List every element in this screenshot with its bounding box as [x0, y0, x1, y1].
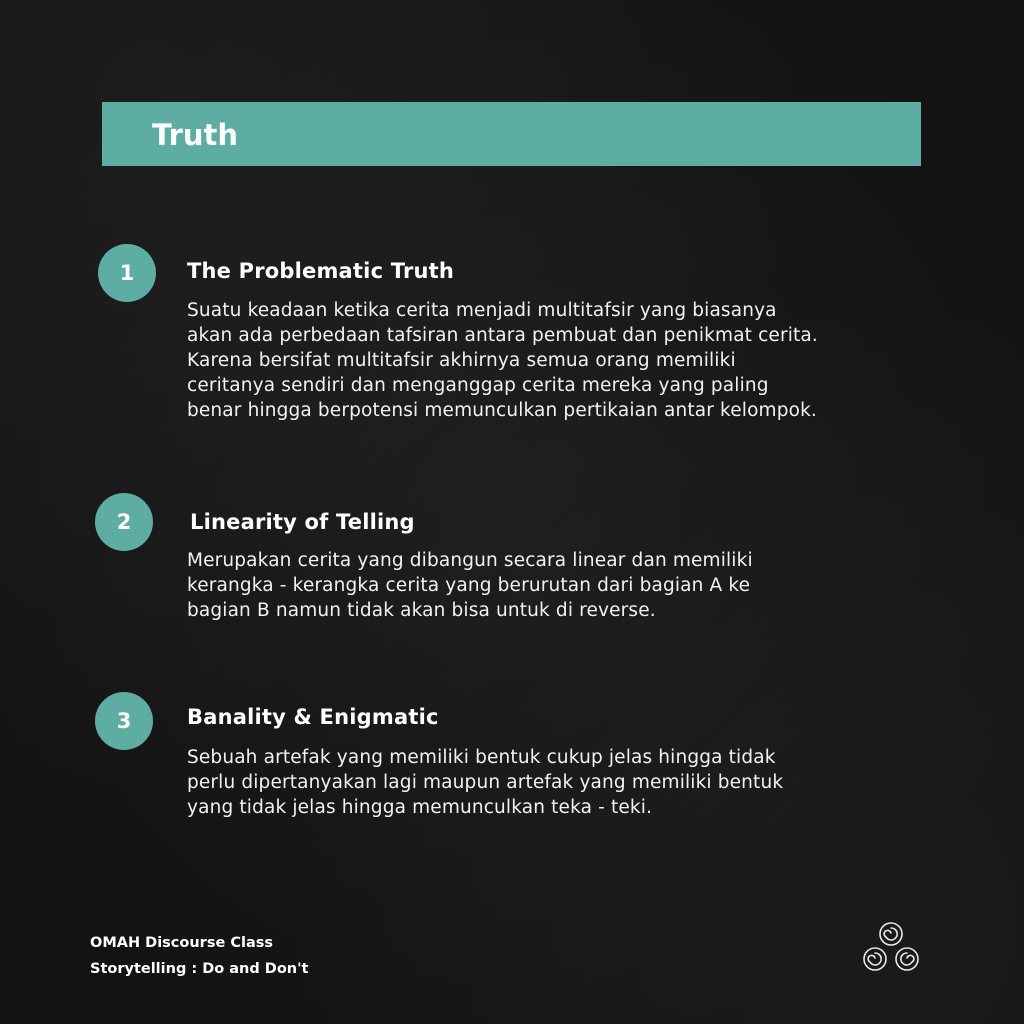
body-line: Karena bersifat multitafsir akhirnya semua orang memiliki [187, 350, 736, 371]
spiral-right [896, 948, 918, 970]
footer-class-name: OMAH Discourse Class [90, 935, 273, 951]
body-line: benar hingga berpotensi memunculkan pertikaian antar kelompok. [187, 400, 817, 421]
body-line: bagian B namun tidak akan bisa untuk di reverse. [187, 600, 656, 621]
spiral-left [864, 948, 886, 970]
number-badge: 2 [95, 493, 153, 551]
page-title: Truth [152, 118, 239, 152]
number-badge: 1 [98, 244, 156, 302]
item-heading: The Problematic Truth [187, 259, 455, 283]
spiral-top [880, 923, 902, 945]
item-heading: Linearity of Telling [190, 510, 415, 534]
item-body [187, 298, 927, 423]
footer-topic: Storytelling : Do and Don't [90, 961, 309, 977]
item-body [187, 548, 927, 623]
body-line: Merupakan cerita yang dibangun secara linear dan memiliki [187, 550, 753, 571]
item-body [187, 745, 927, 820]
body-line: ceritanya sendiri dan menganggap cerita mereka yang paling [187, 375, 769, 396]
body-line: Sebuah artefak yang memiliki bentuk cukup jelas hingga tidak [187, 747, 776, 768]
body-line: yang tidak jelas hingga memunculkan teka - teki. [187, 797, 653, 818]
item-heading: Banality & Enigmatic [187, 705, 439, 729]
body-line: perlu dipertanyakan lagi maupun artefak yang memiliki bentuk [187, 772, 784, 793]
triple-spiral-logo-icon [860, 920, 922, 976]
title-bar [102, 102, 921, 166]
body-line: kerangka - kerangka cerita yang berurutan dari bagian A ke [187, 575, 751, 596]
number-badge: 3 [95, 692, 153, 750]
footer [90, 930, 308, 982]
body-line: akan ada perbedaan tafsiran antara pembuat dan penikmat cerita. [187, 325, 818, 346]
body-line: Suatu keadaan ketika cerita menjadi multitafsir yang biasanya [187, 300, 777, 321]
